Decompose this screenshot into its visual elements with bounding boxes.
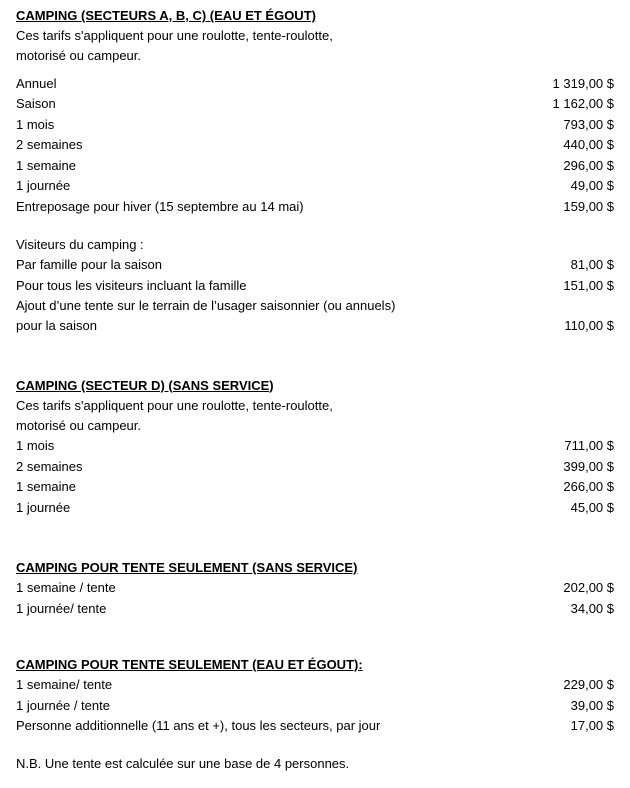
section-title-tent-water-sewer: CAMPING POUR TENTE SEULEMENT (EAU ET ÉGOUT): — [16, 656, 363, 672]
price-label: 1 semaine — [16, 157, 76, 173]
price-row — [16, 114, 614, 135]
price-row — [16, 716, 614, 737]
price-row — [16, 176, 614, 197]
price-row — [16, 675, 614, 696]
section-description-line: Ces tarifs s'appliquent pour une roulotte, tente-roulotte, — [16, 397, 333, 413]
price-value: 266,00 $ — [563, 479, 614, 494]
price-value: 793,00 $ — [563, 116, 614, 132]
price-label: 1 journée/ tente — [16, 600, 107, 616]
price-row — [16, 477, 614, 498]
price-row — [16, 598, 614, 619]
price-value: 1 319,00 $ — [552, 75, 614, 91]
price-label: Par famille pour la saison — [16, 257, 162, 272]
price-label: Personne additionnelle (11 ans et +), tous les secteurs, par jour — [16, 718, 381, 733]
price-label: 1 mois — [16, 116, 55, 132]
section-title-abc: CAMPING (SECTEURS A, B, C) (EAU ET ÉGOUT) — [16, 8, 316, 23]
price-label: 1 journée — [16, 499, 71, 515]
price-document — [16, 6, 614, 774]
price-label: 1 journée / tente — [16, 697, 110, 713]
section-description-line: motorisé ou campeur. — [16, 417, 142, 433]
price-row — [16, 578, 614, 599]
price-value: 45,00 $ — [570, 499, 614, 515]
section-description-line: Ces tarifs s'appliquent pour une roulotte, tente-roulotte, — [16, 28, 333, 43]
section-title-d: CAMPING (SECTEUR D) (SANS SERVICE) — [16, 377, 274, 393]
price-row — [16, 436, 614, 457]
price-value: 49,00 $ — [570, 178, 614, 193]
price-label: 1 semaine / tente — [16, 580, 116, 595]
footnote: N.B. Une tente est calculée sur une base de 4 personnes. — [16, 756, 350, 771]
price-value: 34,00 $ — [570, 600, 614, 616]
price-label: Entreposage pour hiver (15 septembre au 14 mai) — [16, 198, 304, 214]
price-label: Annuel — [16, 75, 57, 91]
price-value: 440,00 $ — [563, 137, 614, 152]
price-value: 229,00 $ — [563, 677, 614, 692]
price-row — [16, 135, 614, 156]
price-value: 159,00 $ — [563, 198, 614, 214]
price-value: 39,00 $ — [570, 697, 614, 713]
price-value: 296,00 $ — [563, 157, 614, 173]
price-row — [16, 275, 614, 296]
price-value: 81,00 $ — [570, 257, 614, 272]
price-row — [16, 456, 614, 477]
visitors-title: Visiteurs du camping : — [16, 236, 144, 252]
price-value: 151,00 $ — [563, 277, 614, 293]
price-value: 711,00 $ — [564, 438, 614, 453]
price-label: 2 semaines — [16, 137, 83, 152]
price-row — [16, 196, 614, 217]
price-row — [16, 497, 614, 518]
price-label: 1 mois — [16, 438, 55, 453]
price-value: 110,00 $ — [564, 317, 614, 333]
price-row — [16, 695, 614, 716]
price-row — [16, 94, 614, 115]
price-label: 1 semaine/ tente — [16, 677, 113, 692]
price-value: 399,00 $ — [563, 458, 614, 474]
price-value: 202,00 $ — [563, 580, 614, 595]
price-row — [16, 296, 614, 336]
section-description-line: motorisé ou campeur. — [16, 48, 142, 63]
price-label: Saison — [16, 96, 56, 111]
price-row — [16, 155, 614, 176]
price-label: 2 semaines — [16, 458, 83, 474]
price-label: Pour tous les visiteurs incluant la famille — [16, 277, 247, 293]
price-value: 17,00 $ — [570, 718, 614, 733]
price-row — [16, 73, 614, 94]
section-title-tent-no-service: CAMPING POUR TENTE SEULEMENT (SANS SERVICE) — [16, 559, 358, 575]
price-label: 1 semaine — [16, 479, 76, 494]
price-value: 1 162,00 $ — [552, 96, 614, 111]
price-label: 1 journée — [16, 178, 71, 193]
price-label: Ajout d’une tente sur le terrain de l’usager saisonnier (ou annuels) pour la saison — [16, 297, 396, 333]
price-row — [16, 255, 614, 276]
